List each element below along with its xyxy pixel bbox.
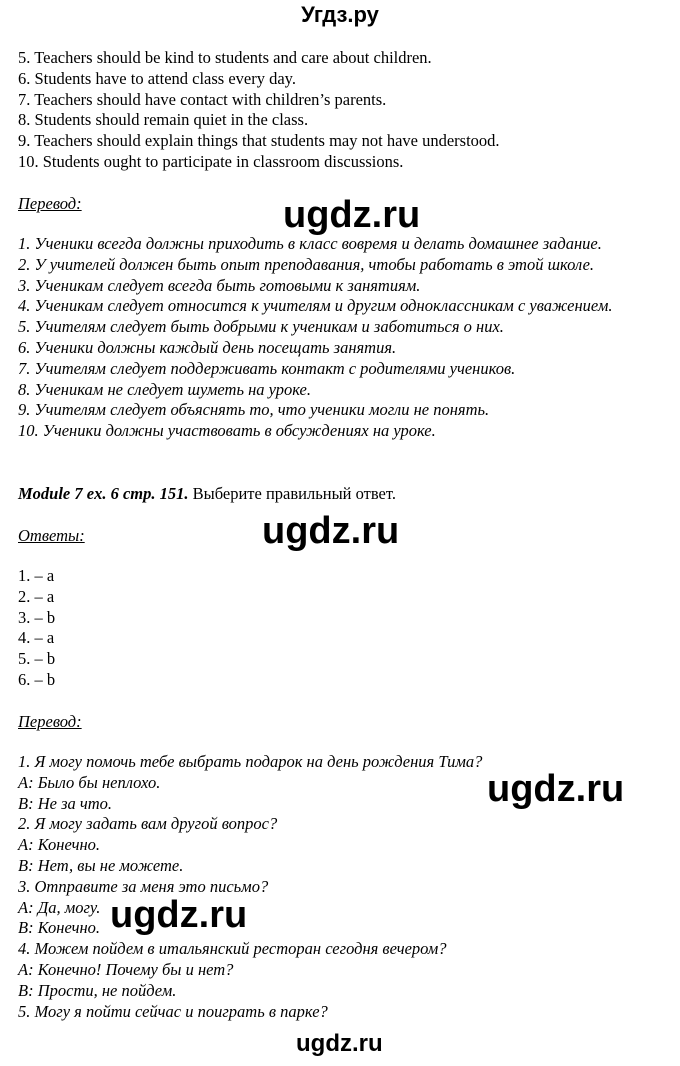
- dialog-line: 4. Можем пойдем в итальянский ресторан сегодня вечером?: [18, 939, 447, 959]
- dialog-line: 1. Я могу помочь тебе выбрать подарок на день рождения Тима?: [18, 752, 483, 771]
- russian-item: 8. Ученикам не следует шуметь на уроке.: [18, 379, 311, 399]
- dialog-line: 2. Я могу задать вам другой вопрос?: [18, 814, 278, 834]
- watermark: ugdz.ru: [262, 510, 400, 552]
- answers-label: Ответы:: [18, 526, 85, 545]
- dialog-line: B: Нет, вы не можете.: [18, 856, 184, 875]
- watermark: ugdz.ru: [296, 1030, 383, 1057]
- answer-item: 1. – a: [18, 566, 55, 585]
- english-item: 6. Students have to attend class every day.: [18, 68, 296, 88]
- translation-label-2: Перевод:: [18, 712, 82, 731]
- english-item: 8. Students should remain quiet in the class.: [18, 110, 309, 130]
- dialog-line: A: Конечно! Почему бы и нет?: [18, 960, 234, 979]
- answer-item: 6. – b: [18, 670, 56, 689]
- english-item: 9. Teachers should explain things that students may not have understood.: [18, 131, 500, 151]
- russian-item: 5. Учителям следует быть добрыми к ученикам и заботиться о них.: [18, 317, 504, 337]
- watermark: ugdz.ru: [283, 194, 421, 236]
- russian-item: 9. Учителям следует объяснять то, что ученики могли не понять.: [18, 400, 490, 420]
- answer-item: 4. – a: [18, 628, 55, 648]
- answer-item: 3. – b: [18, 607, 56, 627]
- watermark: ugdz.ru: [487, 768, 625, 810]
- dialog-line: 5. Могу я пойти сейчас и поиграть в парке?: [18, 1001, 328, 1021]
- dialog-line: A: Было бы неплохо.: [18, 772, 161, 792]
- english-item: 10. Students ought to participate in classroom discussions.: [18, 152, 404, 171]
- module-title-rest: Выберите правильный ответ.: [188, 484, 396, 503]
- dialog-line: A: Конечно.: [18, 835, 101, 855]
- answer-item: 2. – a: [18, 586, 55, 606]
- russian-item: 7. Учителям следует поддерживать контакт с родителями учеников.: [18, 358, 516, 378]
- russian-item: 6. Ученики должны каждый день посещать занятия.: [18, 338, 397, 357]
- russian-item: 3. Ученикам следует всегда быть готовыми к занятиям.: [18, 275, 421, 295]
- dialog-line: 3. Отправите за меня это письмо?: [18, 876, 269, 896]
- watermark: ugdz.ru: [110, 894, 248, 936]
- dialog-line: B: Конечно.: [18, 918, 101, 938]
- russian-item: 4. Ученикам следует относится к учителям и другим одноклассникам с уважением.: [18, 296, 613, 316]
- russian-item: 2. У учителей должен быть опыт преподавания, чтобы работать в этой школе.: [18, 254, 595, 274]
- dialog-line: A: Да, могу.: [18, 897, 101, 917]
- answer-item: 5. – b: [18, 649, 56, 669]
- english-item: 7. Teachers should have contact with children’s parents.: [18, 89, 387, 109]
- dialog-line: B: Прости, не пойдем.: [18, 980, 177, 1000]
- module-title-bold: Module 7 ex. 6 стр. 151.: [18, 484, 189, 503]
- russian-item: 10. Ученики должны участвовать в обсуждениях на уроке.: [18, 421, 436, 441]
- english-item: 5. Teachers should be kind to students and care about children.: [18, 48, 432, 67]
- translation-label: Перевод:: [18, 194, 82, 213]
- dialog-line: B: Не за что.: [18, 793, 113, 813]
- module-title: [18, 484, 396, 504]
- site-header: Угдз.ру: [301, 2, 379, 27]
- russian-item: 1. Ученики всегда должны приходить в класс вовремя и делать домашнее задание.: [18, 234, 602, 253]
